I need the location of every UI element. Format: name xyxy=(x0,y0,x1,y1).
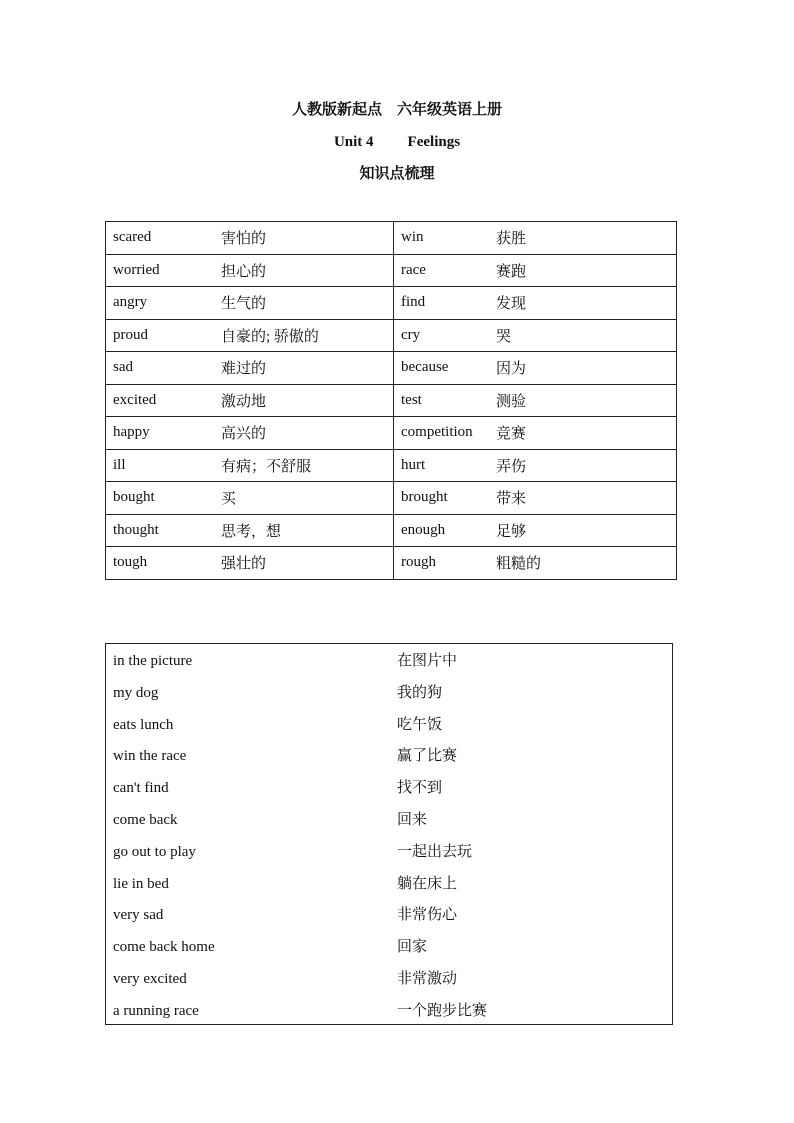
english-phrase: eats lunch xyxy=(113,716,174,733)
table-row xyxy=(106,287,677,320)
list-item xyxy=(106,683,672,703)
english-phrase: very excited xyxy=(113,971,187,987)
chinese-phrase: 回家 xyxy=(397,939,428,956)
chinese-meaning: 获胜 xyxy=(496,231,527,248)
chinese-meaning: 哭 xyxy=(496,328,512,345)
chinese-phrase: 躺在床上 xyxy=(397,875,458,892)
vocab-cell-left xyxy=(106,384,394,417)
chinese-meaning: 有病；不舒服 xyxy=(221,458,312,475)
english-phrase: very sad xyxy=(113,907,164,924)
english-word: because xyxy=(401,359,449,376)
section-title: 知识点梳理 xyxy=(359,166,435,182)
list-item xyxy=(106,810,672,830)
vocab-cell-right xyxy=(394,319,677,352)
vocab-cell-left xyxy=(106,222,394,255)
vocab-cell-left xyxy=(106,417,394,450)
list-item xyxy=(106,905,672,925)
english-word: hurt xyxy=(401,456,426,473)
english-word: angry xyxy=(113,294,148,311)
chinese-meaning: 弄伤 xyxy=(496,458,527,475)
vocab-cell-left xyxy=(106,449,394,482)
chinese-meaning: 生气的 xyxy=(221,296,267,313)
chinese-phrase: 非常伤心 xyxy=(397,907,458,924)
chinese-meaning: 难过的 xyxy=(221,361,267,378)
chinese-meaning: 担心的 xyxy=(221,263,267,280)
chinese-meaning: 赛跑 xyxy=(496,263,527,280)
vocab-cell-right xyxy=(394,352,677,385)
table-row xyxy=(106,319,677,352)
chinese-meaning: 测验 xyxy=(496,393,527,410)
chinese-phrase: 一个跑步比赛 xyxy=(397,1002,488,1019)
table-row xyxy=(106,514,677,547)
vocab-cell-right xyxy=(394,449,677,482)
english-word: sad xyxy=(113,359,133,376)
vocab-cell-right xyxy=(394,287,677,320)
document-title: 人教版新起点 六年级英语上册 xyxy=(291,102,502,118)
chinese-meaning: 买 xyxy=(221,491,237,508)
english-word: race xyxy=(401,261,426,278)
phrases-box xyxy=(105,643,673,1025)
english-word: cry xyxy=(401,326,421,343)
english-phrase: go out to play xyxy=(113,843,196,860)
table-row xyxy=(106,482,677,515)
english-word: excited xyxy=(113,391,157,408)
list-item xyxy=(106,651,672,671)
chinese-meaning: 害怕的 xyxy=(221,231,267,248)
vocab-cell-left xyxy=(106,319,394,352)
vocab-cell-right xyxy=(394,254,677,287)
chinese-meaning: 因为 xyxy=(496,361,527,378)
chinese-meaning: 发现 xyxy=(496,296,527,313)
english-word: happy xyxy=(113,424,150,441)
vocab-cell-right xyxy=(394,482,677,515)
list-item xyxy=(106,746,672,766)
chinese-meaning: 强壮的 xyxy=(221,556,267,573)
vocab-cell-right xyxy=(394,222,677,255)
table-row xyxy=(106,547,677,580)
table-row xyxy=(106,222,677,255)
english-word: rough xyxy=(401,554,436,571)
chinese-meaning: 竞赛 xyxy=(496,426,527,443)
english-word: scared xyxy=(113,229,152,246)
english-phrase: a running race xyxy=(113,1002,199,1019)
chinese-phrase: 非常激动 xyxy=(397,971,458,987)
english-word: competition xyxy=(401,424,473,441)
unit-heading xyxy=(0,132,794,152)
list-item xyxy=(106,778,672,798)
vocab-cell-left xyxy=(106,514,394,547)
english-phrase: can't find xyxy=(113,780,169,797)
english-word: find xyxy=(401,294,426,311)
chinese-meaning: 思考，想 xyxy=(221,523,282,540)
chinese-meaning: 带来 xyxy=(496,491,527,508)
table-row xyxy=(106,254,677,287)
english-phrase: win the race xyxy=(113,748,187,765)
english-word: win xyxy=(401,229,424,246)
list-item xyxy=(106,715,672,735)
english-word: thought xyxy=(113,521,159,538)
chinese-meaning: 足够 xyxy=(496,523,527,540)
english-word: tough xyxy=(113,554,148,571)
english-phrase: come back home xyxy=(113,939,215,956)
vocab-cell-right xyxy=(394,514,677,547)
table-row xyxy=(106,449,677,482)
list-item xyxy=(106,842,672,862)
chinese-phrase: 找不到 xyxy=(397,780,443,797)
chinese-phrase: 在图片中 xyxy=(397,653,458,669)
vocab-cell-left xyxy=(106,287,394,320)
vocab-cell-right xyxy=(394,417,677,450)
vocab-cell-left xyxy=(106,547,394,580)
english-phrase: my dog xyxy=(113,684,159,701)
list-item xyxy=(106,969,672,989)
english-word: bought xyxy=(113,489,155,506)
vocab-cell-left xyxy=(106,482,394,515)
english-word: proud xyxy=(113,326,148,343)
chinese-meaning: 粗糙的 xyxy=(496,556,542,573)
vocab-cell-left xyxy=(106,352,394,385)
chinese-phrase: 赢了比赛 xyxy=(397,748,458,765)
english-word: worried xyxy=(113,261,160,278)
english-word: test xyxy=(401,391,422,408)
unit-number: Unit 4 xyxy=(333,134,374,150)
vocabulary-table xyxy=(105,221,677,580)
chinese-phrase: 回来 xyxy=(397,812,428,828)
list-item xyxy=(106,874,672,894)
english-phrase: lie in bed xyxy=(113,875,169,892)
chinese-meaning: 高兴的 xyxy=(221,426,267,443)
table-row xyxy=(106,384,677,417)
english-phrase: in the picture xyxy=(113,653,193,669)
vocab-cell-right xyxy=(394,384,677,417)
table-row xyxy=(106,352,677,385)
chinese-phrase: 吃午饭 xyxy=(397,716,443,733)
table-row xyxy=(106,417,677,450)
chinese-phrase: 一起出去玩 xyxy=(397,843,473,860)
vocab-cell-left xyxy=(106,254,394,287)
list-item xyxy=(106,937,672,957)
chinese-phrase: 我的狗 xyxy=(397,684,443,701)
vocab-cell-right xyxy=(394,547,677,580)
chinese-meaning: 激动地 xyxy=(221,393,267,410)
english-word: enough xyxy=(401,521,446,538)
unit-title: Feelings xyxy=(407,134,461,150)
english-word: brought xyxy=(401,489,448,506)
chinese-meaning: 自豪的; 骄傲的 xyxy=(221,328,319,345)
english-phrase: come back xyxy=(113,812,178,828)
list-item xyxy=(106,1001,672,1021)
english-word: ill xyxy=(113,456,126,473)
